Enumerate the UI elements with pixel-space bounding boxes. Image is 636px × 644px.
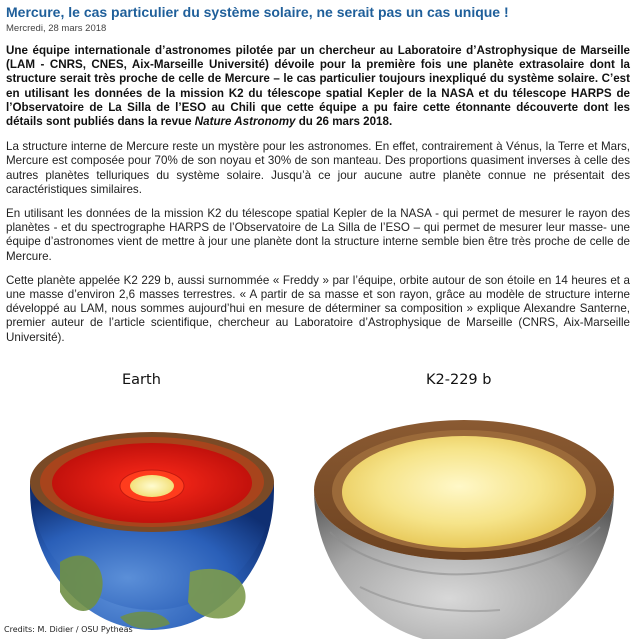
k2-229b-label: K2-229 b xyxy=(426,372,492,388)
journal-name: Nature Astronomy xyxy=(194,115,296,129)
paragraph-1: La structure interne de Mercure reste un mystère pour les astronomes. En effet, contrairement à Vénus, la Terre et Mars, Mercure est composée pour 70% de son noyau et 30% de son manteau. Des proportions quasiment inverses à celle des autres planètes telluriques du système solaire. Jusqu’à ce jour aucune autre planète connue ne présentait des caractéristiques similaires. xyxy=(6,140,630,196)
article xyxy=(6,4,630,345)
k2-229b-cutaway xyxy=(314,420,614,639)
planet-comparison-figure xyxy=(0,362,636,639)
earth-cutaway xyxy=(30,432,274,630)
earth-label: Earth xyxy=(122,372,161,388)
image-credits: Credits: M. Didier / OSU Pytheas xyxy=(4,625,133,634)
article-lead xyxy=(6,44,630,129)
article-title: Mercure, le cas particulier du système solaire, ne serait pas un cas unique ! xyxy=(6,4,509,20)
paragraph-3: Cette planète appelée K2 229 b, aussi surnommée « Freddy » par l’équipe, orbite autour de son étoile en 14 heures et a une masse d’environ 2,6 masses terrestres. « A partir de sa masse et son rayon, grâce au modèle de structure interne développé au LAM, nous sommes aujourd’hui en mesure de déterminer sa composition » explique Alexandre Santerne, premier auteur de l’article scientifique, chercheur au Laboratoire d’Astrophysique de Marseille (CNRS, Aix-Marseille Université). xyxy=(6,273,630,344)
planet-cutaway-illustration xyxy=(0,362,636,639)
lead-text-part1: Une équipe internationale d’astronomes pilotée par un chercheur au Laboratoire d’Astrophysique de Marseille (LAM - CNRS, CNES, Aix-Marseille Université) dévoile pour la première fois une planète extrasolaire dont la structure serait très proche de celle de Mercure – le cas particulier toujours inexpliqué du système solaire. C’est en utilisant les données de la mission K2 du télescope spatial Kepler de la NASA et du télescope HARPS de l’Observatoire de La Silla de l’ESO au Chili que cette équipe a pu faire cette étonnante découverte dont les détails sont publiés dans la revue xyxy=(6,44,630,129)
lead-text-part2: du 26 mars 2018. xyxy=(295,115,393,129)
article-date: Mercredi, 28 mars 2018 xyxy=(6,23,107,34)
paragraph-2: En utilisant les données de la mission K2 du télescope spatial Kepler de la NASA - qui permet de mesurer le rayon des planètes - et du spectrographe HARPS de l’Observatoire de La Silla de l’ESO – qui permet de mesurer leur masse- une équipe d’astronomes vient de mettre à jour une planète dont la structure interne semble bien être très proche de celle de Mercure. xyxy=(6,207,630,263)
